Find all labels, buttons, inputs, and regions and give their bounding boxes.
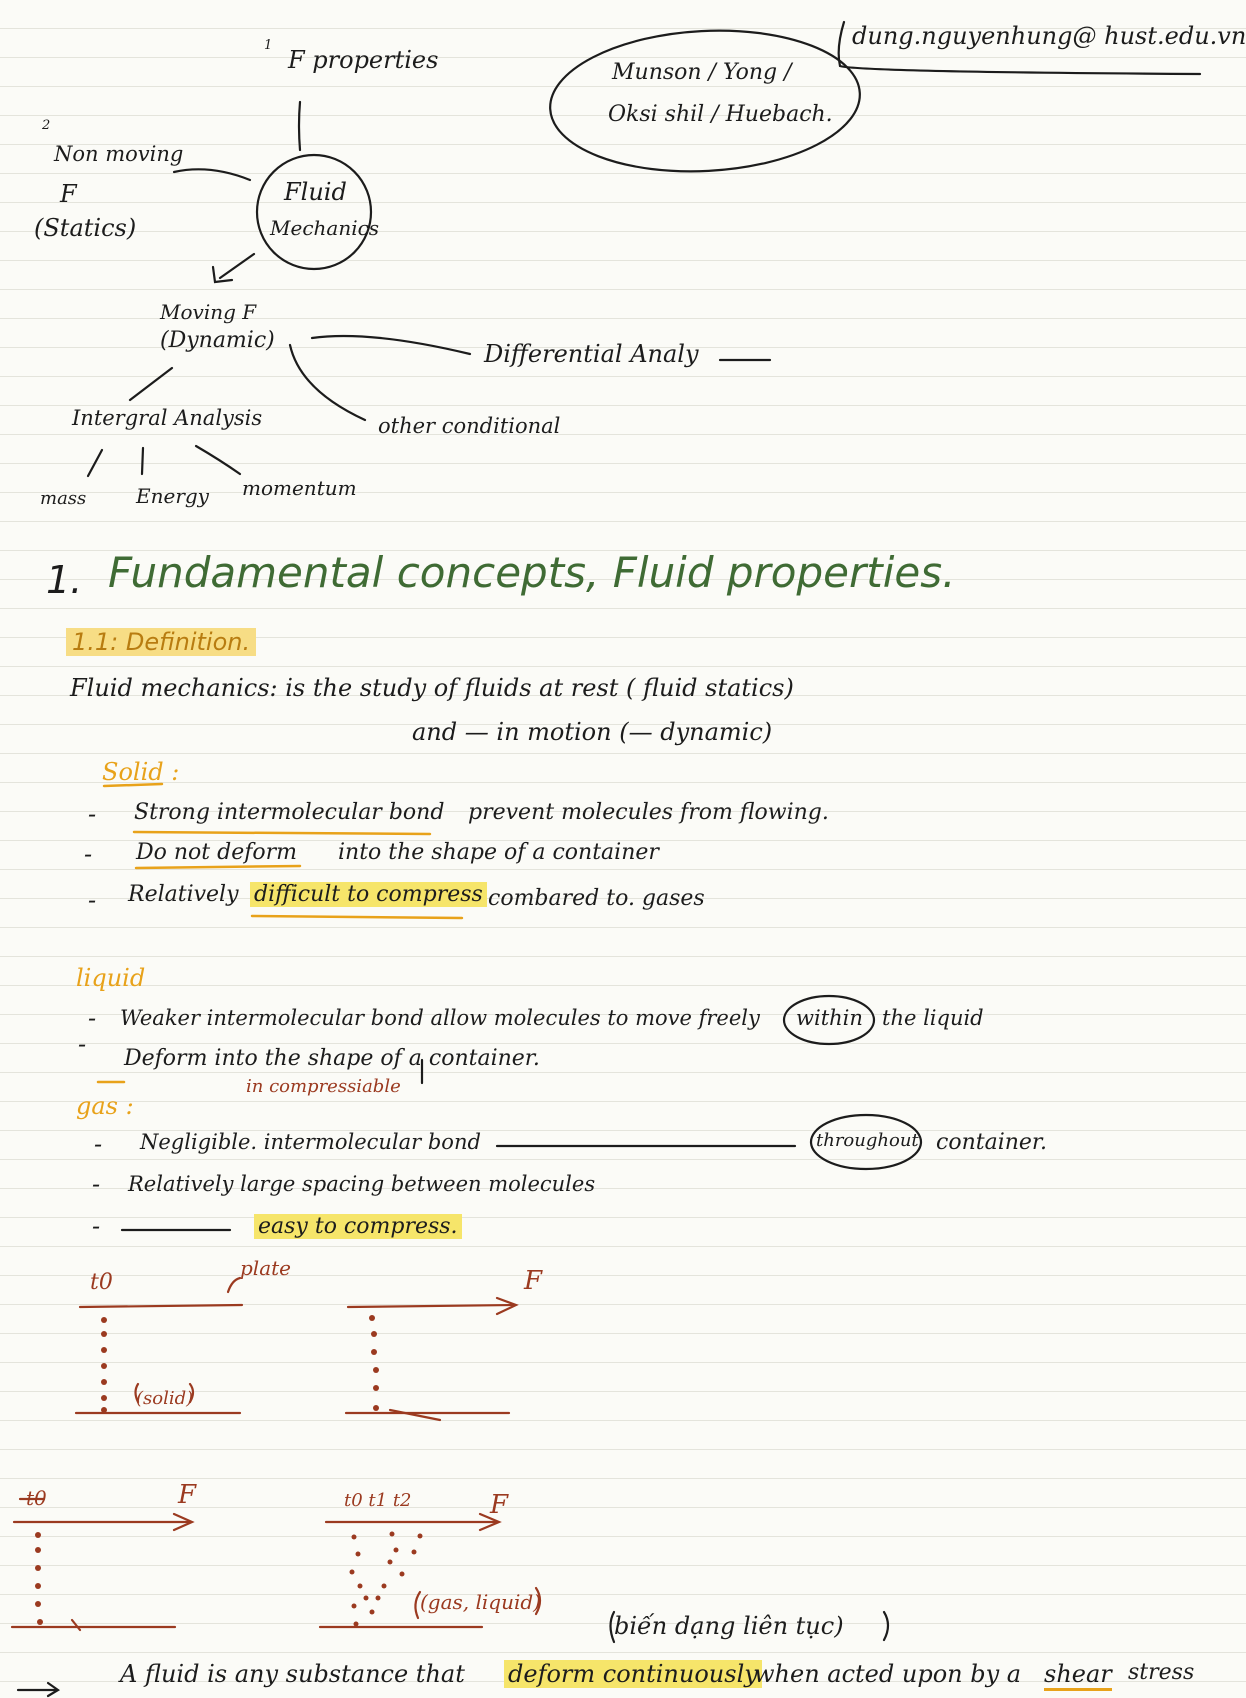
gas-item-1b: container. (936, 1130, 1048, 1155)
diagram-gas-liquid-label: (gas, liquid) (420, 1590, 541, 1614)
solid-item-2b: into the shape of a container (338, 840, 659, 865)
diagram-solid-label: (solid) (136, 1388, 194, 1409)
solid-item-1b: prevent molecules from flowing. (468, 800, 829, 825)
diagram-plate-label: plate (240, 1256, 291, 1280)
center-line2: Mechanics (270, 216, 380, 240)
node2-line1: Non moving (54, 142, 184, 166)
center-circle (257, 155, 371, 269)
definition-line1: Fluid mechanics: is the study of fluids at rest ( fluid statics) (70, 674, 794, 702)
conclusion-part-a: A fluid is any substance that (120, 1660, 465, 1688)
solid-bullet-2: - (84, 840, 93, 868)
node1-label: F properties (288, 46, 439, 74)
section-number: 1. (46, 558, 83, 602)
definition-line2: and — in motion (— dynamic) (412, 718, 773, 746)
node2-line3: (Statics) (34, 214, 137, 242)
solid-item-3b: combared to. gases (488, 886, 705, 911)
conclusion-highlight: deform continuously (504, 1660, 762, 1688)
node2-line2: F (60, 180, 77, 208)
diagram-force-bottom-right: F (490, 1490, 509, 1520)
diagram-t0: t0 (90, 1270, 113, 1295)
conclusion-underlined: shear (1044, 1660, 1112, 1691)
moving-line1: Moving F (160, 300, 257, 324)
gas-item-1-circled: throughout (816, 1130, 919, 1151)
liquid-bullet-2: - (78, 1030, 87, 1058)
other-label: other conditional (378, 414, 561, 438)
node1-number: 1 (264, 38, 273, 53)
solid-item-3a: Relatively (128, 882, 239, 907)
section-title: Fundamental concepts, Fluid properties. (108, 548, 956, 597)
moving-line2: (Dynamic) (160, 328, 275, 353)
diagram-t0-bottom: t0 (26, 1486, 47, 1510)
integral-label: Intergral Analysis (72, 406, 263, 430)
energy-label: Energy (136, 484, 209, 508)
gas-heading: gas : (76, 1092, 134, 1120)
reference-line-1: Munson / Yong / (612, 60, 792, 85)
diagram-force-bottom-left: F (178, 1480, 197, 1510)
momentum-label: momentum (242, 476, 357, 500)
solid-item-2a: Do not deform (136, 840, 297, 865)
solid-item-1a: Strong intermolecular bond (134, 800, 445, 825)
reference-ellipse (547, 23, 864, 179)
gas-item-2a: Relatively large spacing between molecules (128, 1172, 596, 1196)
liquid-item-1b: the liquid (882, 1006, 984, 1030)
diagram-times: t0 t1 t2 (344, 1490, 412, 1511)
liquid-note: in compressiable (246, 1076, 401, 1097)
subsection-title: 1.1: Definition. (66, 628, 256, 656)
liquid-item-2a: Deform into the shape of a container. (124, 1046, 540, 1071)
differential-label: Differential Analy (484, 340, 699, 368)
solid-bullet-3: - (88, 886, 97, 914)
gas-bullet-3: - (92, 1212, 101, 1240)
solid-heading: Solid : (102, 758, 180, 786)
liquid-heading: liquid (76, 964, 146, 992)
center-line1: Fluid (284, 178, 347, 206)
gas-item-3-highlight: easy to compress. (254, 1214, 462, 1239)
diagram-force-top: F (524, 1266, 543, 1296)
gas-item-1a: Negligible. intermolecular bond (140, 1130, 481, 1154)
conclusion-part-b: when acted upon by a (754, 1660, 1022, 1688)
reference-line-2: Oksi shil / Huebach. (608, 102, 833, 127)
email-text: dung.nguyenhung@ hust.edu.vn (852, 22, 1246, 50)
solid-bullet-1: - (88, 800, 97, 828)
liquid-item-1-circled: within (796, 1006, 863, 1030)
liquid-item-1a: Weaker intermolecular bond allow molecules to move freely (120, 1006, 760, 1030)
node2-number: 2 (42, 118, 51, 133)
gas-bullet-2: - (92, 1170, 101, 1198)
conclusion-part-c: stress (1128, 1660, 1195, 1685)
mass-label: mass (40, 488, 87, 509)
gas-bullet-1: - (94, 1130, 103, 1158)
solid-item-3-highlight: difficult to compress (250, 882, 487, 907)
liquid-bullet-1: - (88, 1004, 97, 1032)
vietnamese-note: biến dạng liên tục) (614, 1612, 844, 1640)
